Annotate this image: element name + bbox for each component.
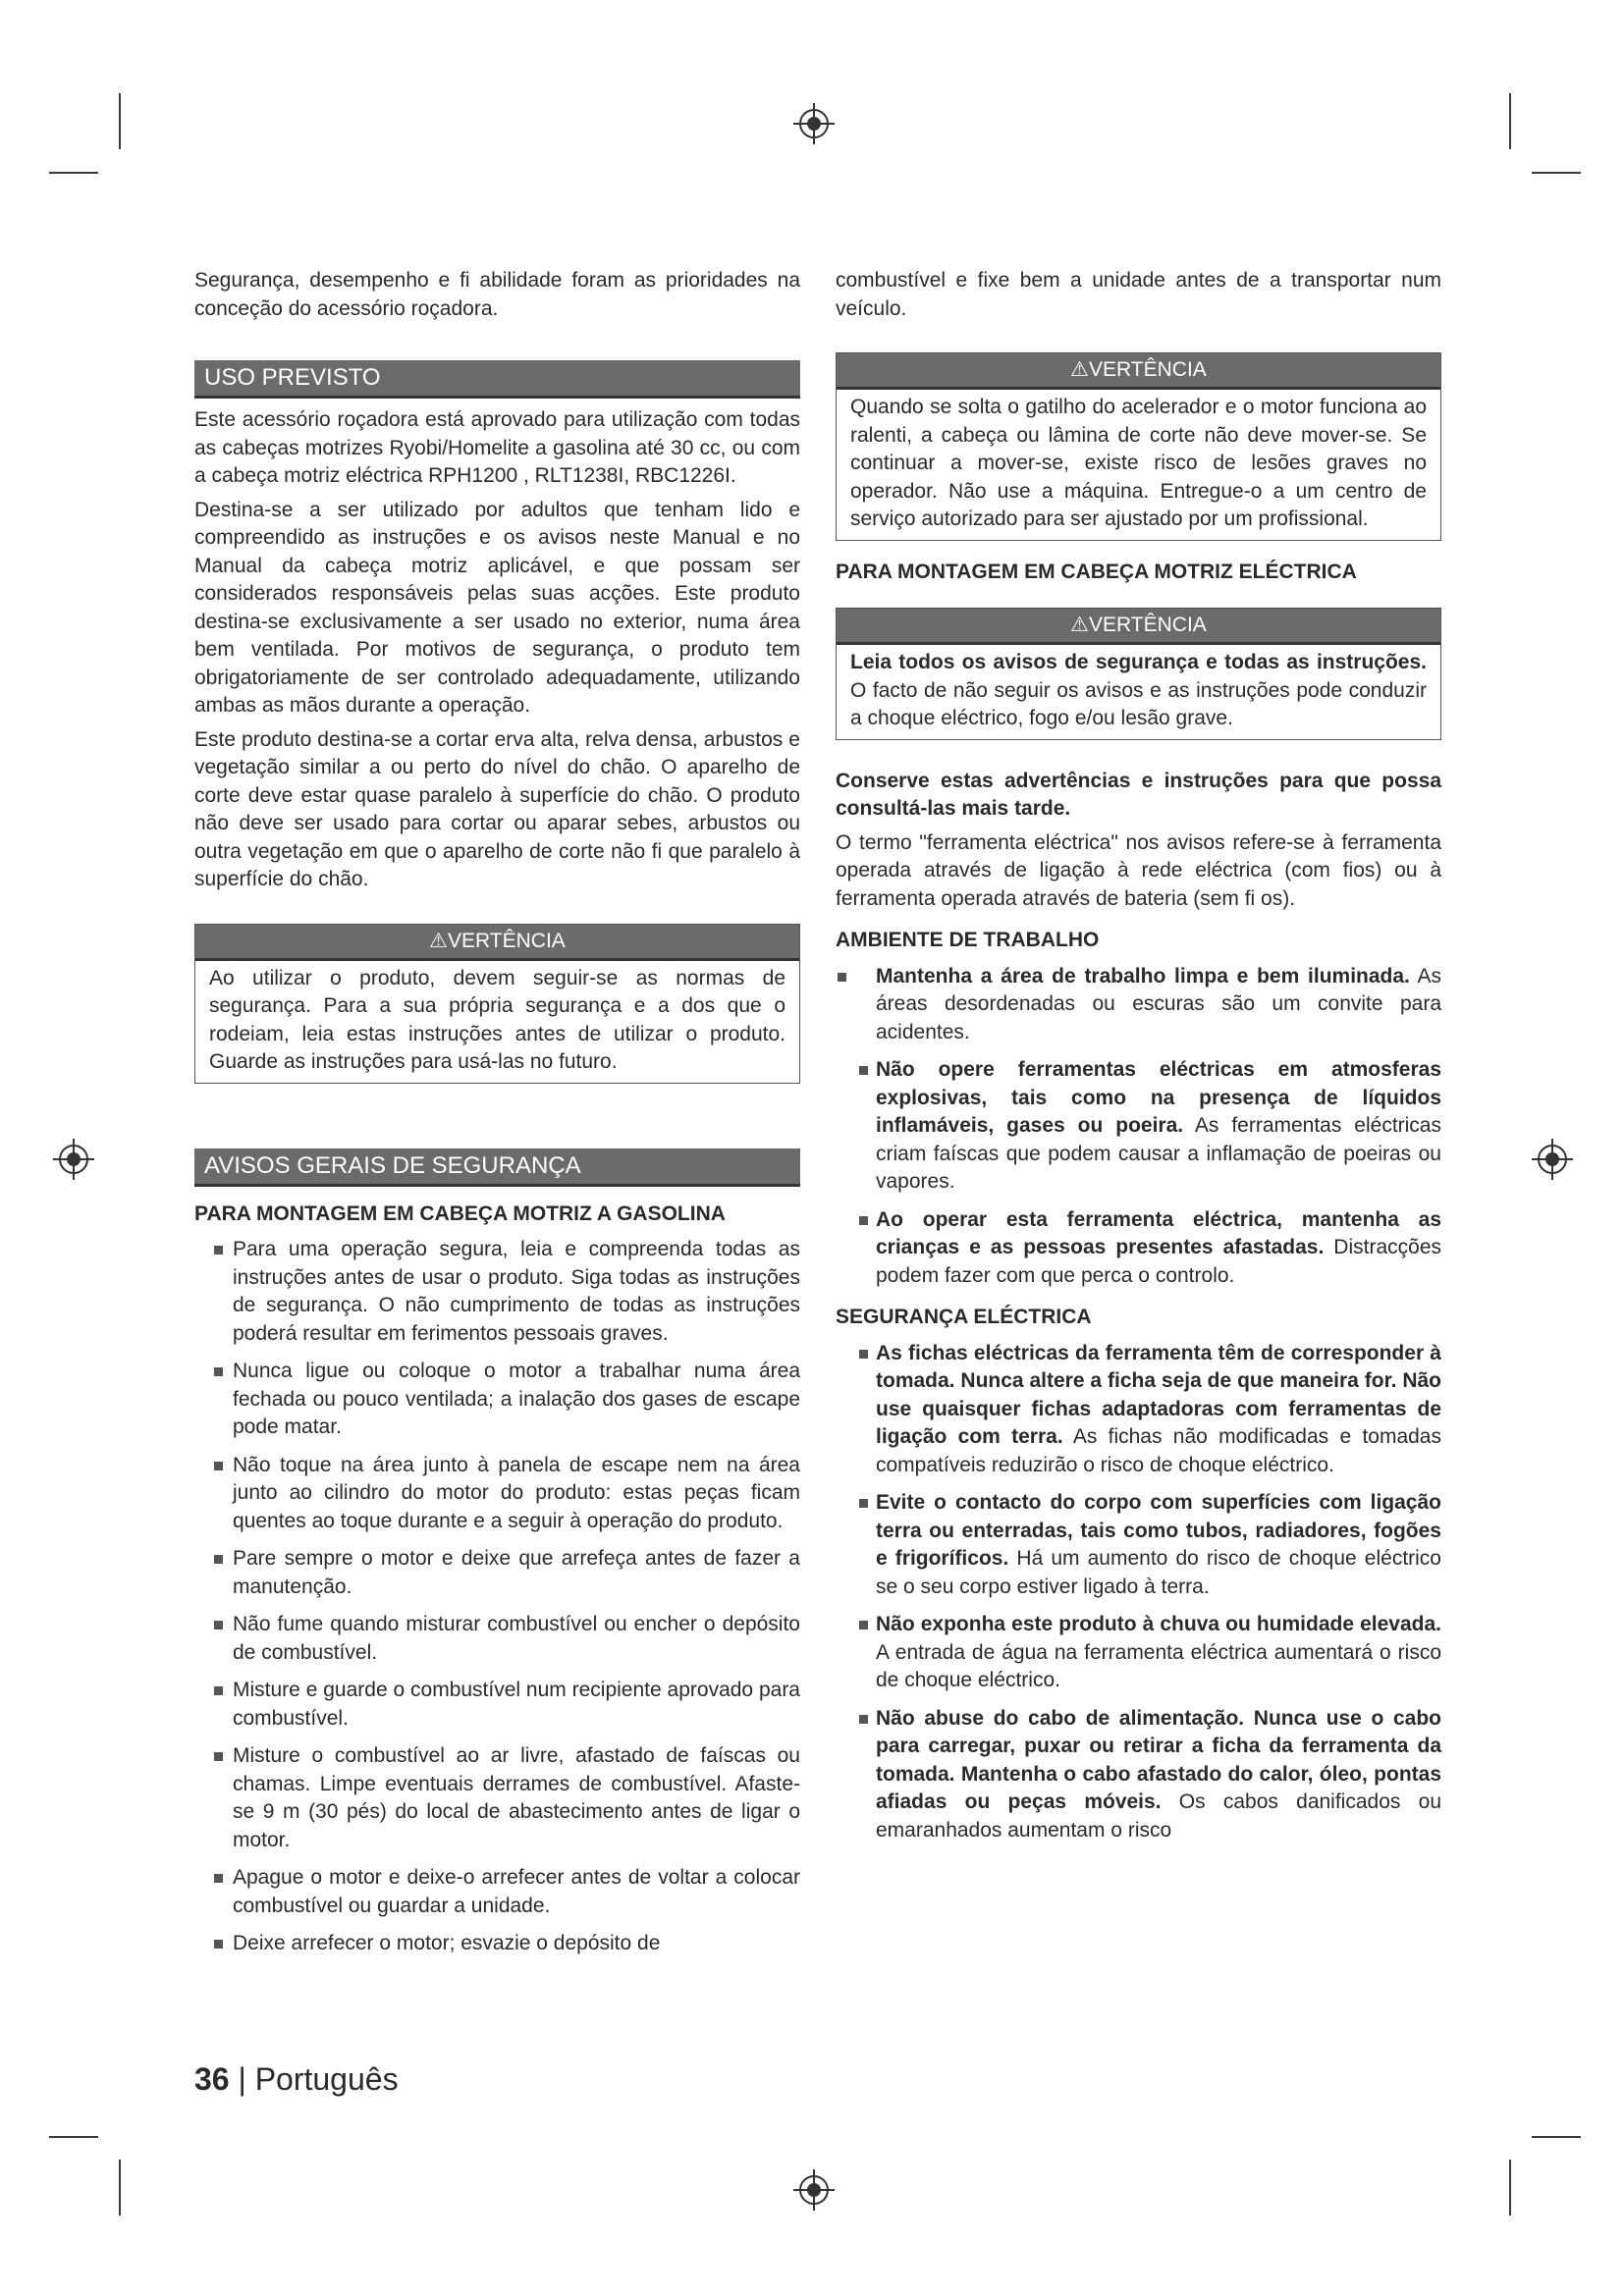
warning-title: VERTÊNCIA [448,929,566,952]
crop-mark [1532,2136,1581,2138]
seguranca-list [836,1340,1441,1845]
warning-triangle-icon: ⚠ [1070,614,1089,636]
list-item: Não opere ferramentas eléctricas em atmosferas explosivas, tais como na presença de líquidos inflamáveis, gases ou poeira. As ferramentas eléctricas criam faíscas que podem causar a inflamação de poeiras ou vapores. [836,1056,1441,1197]
warning-header [837,353,1440,390]
bullet-square-icon [214,1874,223,1883]
list-item: Evite o contacto do corpo com superfícies com ligação terra ou enterradas, tais como tubos, radiadores, fogões e frigoríficos. Há um aumento do risco de choque eléctrico se o seu corpo estiver ligado à terra. [836,1489,1441,1601]
warning-header [837,609,1440,645]
crop-mark [1532,172,1581,174]
list-item: As fichas eléctricas da ferramenta têm de corresponder à tomada. Nunca altere a ficha seja de que maneira for. Não use quaisquer fichas adaptadoras com ferramentas de ligação com terra. As fichas não modificadas e tomadas compatíveis reduzirão o risco de choque eléctrico. [836,1340,1441,1480]
bullet-square-icon [859,1350,868,1359]
uso-previsto-p2: Destina-se a ser utilizado por adultos que tenham lido e compreendido as instruções e os avisos neste Manual e no Manual da cabeça motriz aplicável, e que possam ser considerados responsáveis pelas suas acções. Este produto destina-se exclusivamente a ser usado no exterior, numa área bem ventilada. Por motivos de segurança, o produto tem obrigatoriamente de ser controlado adequadamente, utilizando ambas as mãos durante a operação. [194,498,800,717]
warning-box [194,924,800,1084]
warning-title: VERTÊNCIA [1089,358,1207,381]
bullet-square-icon [214,1367,223,1376]
list-item: Misture o combustível ao ar livre, afastado de faíscas ou chamas. Limpe eventuais derrames de combustível. Afaste-se 9 m (30 pés) do local de abastecimento antes de ligar o motor. [194,1742,800,1854]
electrica-subheading: PARA MONTAGEM EM CABEÇA MOTRIZ ELÉCTRICA [836,560,1357,583]
crop-mark [1509,93,1511,149]
list-item: Nunca ligue ou coloque o motor a trabalhar numa área fechada ou pouco ventilada; a inalação dos gases de escape pode matar. [194,1358,800,1442]
uso-previsto-p1: Este acessório roçadora está aprovado para utilização com todas as cabeças motrizes Ryobi/Homelite a gasolina até 30 cc, ou com a cabeça motriz eléctrica RPH1200 , RLT1238I, RBC1226I. [194,408,800,487]
list-item: Ao operar esta ferramenta eléctrica, mantenha as crianças e as pessoas presentes afastadas. Distracções podem fazer com que perca o controlo. [836,1206,1441,1291]
crop-mark [49,172,98,174]
list-item: Não exponha este produto à chuva ou humidade elevada. A entrada de água na ferramenta eléctrica aumentará o risco de choque eléctrico. [836,1611,1441,1695]
warning-header [195,925,799,961]
bullet-square-icon [838,973,846,982]
registration-mark-icon [791,101,837,146]
registration-mark-icon [51,1137,96,1182]
bullet-square-icon [214,1462,223,1470]
seguranca-subheading: SEGURANÇA ELÉCTRICA [836,1306,1092,1328]
page-footer [194,2061,399,2098]
bullet-square-icon [214,1940,223,1949]
registration-mark-icon [791,2167,837,2213]
list-item: Não abuse do cabo de alimentação. Nunca use o cabo para carregar, puxar ou retirar a ficha da ferramenta da tomada. Mantenha o cabo afastado do calor, óleo, pontas afiadas ou peças móveis. Os cabos danificados ou emaranhados aumentam o risco [836,1705,1441,1845]
gasolina-list [194,1236,800,1958]
ambiente-subheading: AMBIENTE DE TRABALHO [836,929,1100,951]
crop-mark [49,2136,98,2138]
bullet-square-icon [214,1752,223,1761]
warning-body: Ao utilizar o produto, devem seguir-se as normas de segurança. Para a sua própria segurança e a dos que o rodeiam, leia estas instruções antes de utilizar o produto. Guarde as instruções para usá-las no futuro. [209,966,785,1073]
bullet-square-icon [859,1066,868,1075]
warning-box [836,608,1441,740]
continuation-paragraph: combustível e fixe bem a unidade antes de a transportar num veículo. [836,269,1441,320]
intro-paragraph: Segurança, desempenho e fi abilidade foram as prioridades na conceção do acessório roçadora. [194,269,800,320]
bullet-square-icon [859,1216,868,1225]
bullet-square-icon [214,1621,223,1629]
list-item: Deixe arrefecer o motor; esvazie o depósito de [194,1930,800,1958]
warning-body: Quando se solta o gatilho do acelerador e o motor funciona ao ralenti, a cabeça ou lâmina de corte não deve mover-se. Se continuar a mover-se, existe risco de lesões graves no operador. Não use a máquina. Entregue-o a um centro de serviço autorizado para ser ajustado por um profissional. [850,396,1427,530]
warning-triangle-icon: ⚠ [1070,358,1089,381]
warning-body: Leia todos os avisos de segurança e todas as instruções. O facto de não seguir os avisos e as instruções pode conduzir a choque eléctrico, fogo e/ou lesão grave. [850,651,1427,729]
termo-paragraph: O termo "ferramenta eléctrica" nos avisos refere-se à ferramenta operada através de ligação à rede eléctrica (com fios) ou à ferramenta operada através de bateria (sem fi os). [836,830,1441,910]
list-item: Não fume quando misturar combustível ou encher o depósito de combustível. [194,1611,800,1667]
registration-mark-icon [1530,1137,1575,1182]
bullet-square-icon [859,1621,868,1629]
ambiente-list [836,963,1441,1291]
right-column [836,267,1441,1854]
list-item: Não toque na área junto à panela de escape nem na área junto ao cilindro do motor do produto: estas peças ficam quentes ao toque durante e a seguir à operação do produto. [194,1452,800,1536]
list-item: Pare sempre o motor e deixe que arrefeça antes de fazer a manutenção. [194,1545,800,1601]
footer-language: Português [254,2061,399,2097]
bullet-square-icon [214,1555,223,1564]
bullet-square-icon [214,1686,223,1695]
list-item: Misture e guarde o combustível num recipiente aprovado para combustível. [194,1677,800,1733]
crop-mark [119,2160,121,2216]
warning-triangle-icon: ⚠ [429,929,448,952]
warning-box [836,352,1441,541]
list-item: Apague o motor e deixe-o arrefecer antes de voltar a colocar combustível ou guardar a unidade. [194,1864,800,1920]
avisos-gerais-heading: AVISOS GERAIS DE SEGURANÇA [194,1148,800,1187]
warning-title: VERTÊNCIA [1089,614,1207,636]
bullet-square-icon [859,1499,868,1508]
list-item: Mantenha a área de trabalho limpa e bem iluminada. As áreas desordenadas ou escuras são um convite para acidentes. [836,963,1441,1047]
uso-previsto-heading: USO PREVISTO [194,360,800,399]
gasolina-subheading: PARA MONTAGEM EM CABEÇA MOTRIZ A GASOLINA [194,1201,726,1225]
bullet-square-icon [859,1715,868,1724]
crop-mark [1509,2160,1511,2216]
list-item: Para uma operação segura, leia e compreenda todas as instruções antes de usar o produto. Siga todas as instruções de segurança. O não cumprimento de todas as instruções poderá resultar em ferimentos pessoais graves. [194,1236,800,1348]
footer-separator: | [229,2061,255,2097]
uso-previsto-p3: Este produto destina-se a cortar erva alta, relva densa, arbustos e vegetação similar a ou perto do nível do chão. O aparelho de corte deve estar quase paralelo à superfície do chão. O produto não deve ser usado para cortar ou aparar sebes, arbustos ou outra vegetação em que o aparelho de corte não fi que paralelo à superfície do chão. [194,727,800,890]
crop-mark [119,93,121,149]
page-number: 36 [194,2061,230,2097]
left-column [194,267,800,1968]
bullet-square-icon [214,1246,223,1255]
conserve-paragraph: Conserve estas advertências e instruções para que possa consultá-las mais tarde. [836,769,1441,820]
